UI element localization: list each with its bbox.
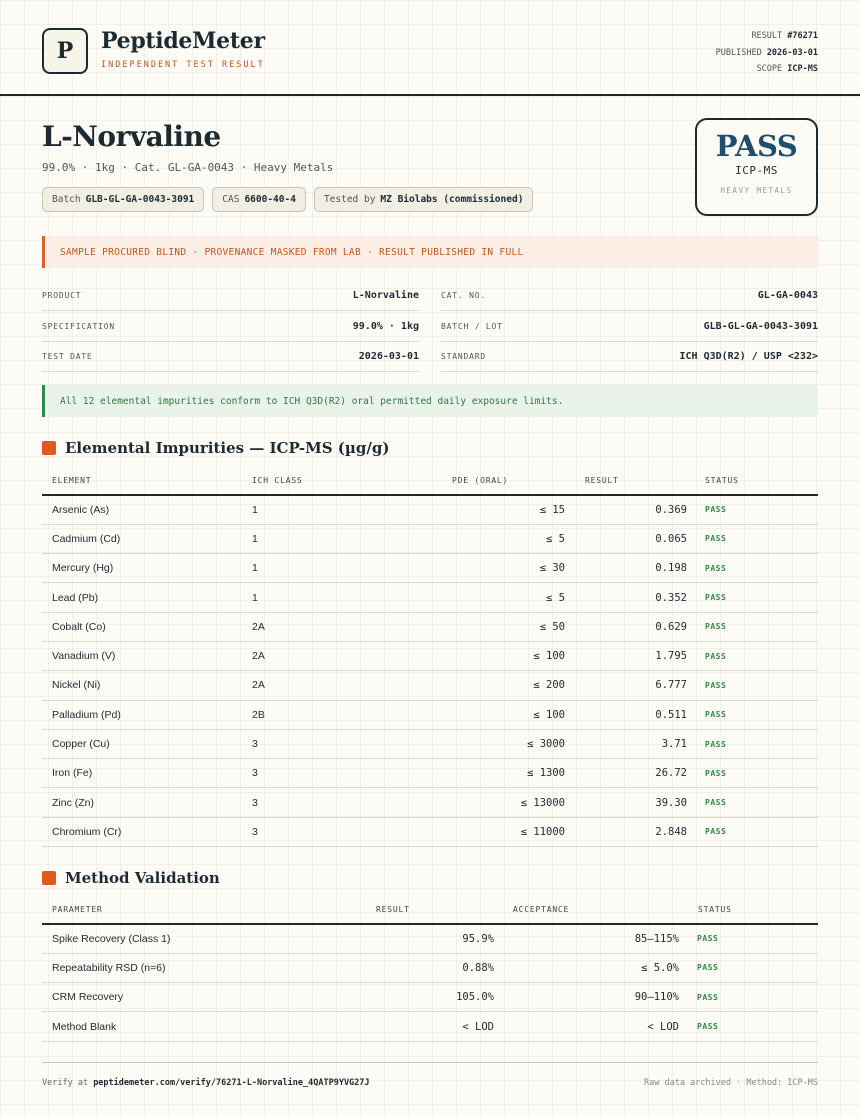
element-cell: Chromium (Cr) [42, 817, 242, 846]
brand-logo: P [42, 28, 88, 74]
product-subtitle: 99.0% · 1kg · Cat. GL-GA-0043 · Heavy Metals [42, 161, 334, 174]
table-row [42, 729, 818, 758]
status-badge: PASS [687, 554, 818, 583]
column-header: STATUS [679, 896, 818, 924]
info-batch-lot [441, 312, 818, 342]
info-label: PRODUCT [42, 291, 82, 300]
product-title: L-Norvaline [42, 120, 221, 153]
pde-cell: ≤ 13000 [402, 788, 565, 817]
cas-chip: CAS 6600-40-4 [212, 187, 306, 212]
info-label: BATCH / LOT [441, 322, 503, 331]
pde-cell: ≤ 11000 [402, 817, 565, 846]
pde-cell: ≤ 100 [402, 700, 565, 729]
status-badge: PASS [687, 788, 818, 817]
ich-class-cell: 1 [242, 524, 402, 553]
status-badge: PASS [687, 612, 818, 641]
table-row [42, 641, 818, 670]
pde-cell: ≤ 5 [402, 524, 565, 553]
column-header: PARAMETER [42, 896, 342, 924]
brand-name: PeptideMeter [101, 28, 265, 54]
ich-class-cell: 3 [242, 788, 402, 817]
result-cell: 6.777 [565, 671, 687, 700]
status-badge: PASS [687, 583, 818, 612]
info-value: 2026-03-01 [358, 351, 419, 362]
pde-cell: ≤ 50 [402, 612, 565, 641]
element-cell: Copper (Cu) [42, 729, 242, 758]
result-cell: 3.71 [565, 729, 687, 758]
parameter-cell: Repeatability RSD (n=6) [42, 953, 342, 982]
result-cell: < LOD [342, 1012, 494, 1041]
status-badge: PASS [679, 1012, 818, 1041]
product-chips [42, 187, 533, 212]
element-cell: Arsenic (As) [42, 495, 242, 524]
report-meta [716, 28, 818, 78]
section-marker-icon [42, 441, 56, 455]
ich-class-cell: 1 [242, 554, 402, 583]
section-marker-icon [42, 871, 56, 885]
info-value: L-Norvaline [352, 290, 419, 301]
parameter-cell: CRM Recovery [42, 983, 342, 1012]
element-cell: Cobalt (Co) [42, 612, 242, 641]
acceptance-cell: 85–115% [494, 924, 679, 953]
table-header-row [42, 896, 818, 924]
ich-class-cell: 1 [242, 495, 402, 524]
element-cell: Iron (Fe) [42, 759, 242, 788]
result-cell: 0.511 [565, 700, 687, 729]
stamp-category: HEAVY METALS [720, 186, 793, 195]
result-cell: 0.065 [565, 524, 687, 553]
result-cell: 95.9% [342, 924, 494, 953]
table-row [42, 700, 818, 729]
table-row [42, 953, 818, 982]
status-badge: PASS [687, 729, 818, 758]
status-badge: PASS [687, 700, 818, 729]
footer-note: Raw data archived · Method: ICP-MS [644, 1078, 818, 1088]
ich-class-cell: 1 [242, 583, 402, 612]
table-row [42, 671, 818, 700]
column-header: ICH CLASS [242, 467, 402, 495]
pde-cell: ≤ 200 [402, 671, 565, 700]
table-row [42, 788, 818, 817]
element-cell: Nickel (Ni) [42, 671, 242, 700]
scope: SCOPE ICP-MS [756, 64, 818, 74]
parameter-cell: Spike Recovery (Class 1) [42, 924, 342, 953]
stamp-verdict: PASS [715, 129, 798, 163]
element-cell: Vanadium (V) [42, 641, 242, 670]
table-row [42, 759, 818, 788]
section-title: Method Validation [65, 869, 220, 887]
result-cell: 1.795 [565, 641, 687, 670]
status-badge: PASS [687, 495, 818, 524]
ich-class-cell: 2B [242, 700, 402, 729]
status-badge: PASS [679, 924, 818, 953]
table-row [42, 495, 818, 524]
verify-prefix: Verify at [42, 1078, 89, 1088]
info-label: STANDARD [441, 352, 486, 361]
table-row [42, 1012, 818, 1041]
pde-cell: ≤ 15 [402, 495, 565, 524]
section-title: Elemental Impurities — ICP-MS (µg/g) [65, 439, 390, 457]
report-footer [42, 1062, 818, 1104]
acceptance-cell: 90–110% [494, 983, 679, 1012]
tested-by-chip: Tested by MZ Biolabs (commissioned) [314, 187, 533, 212]
element-cell: Lead (Pb) [42, 583, 242, 612]
info-standard [441, 342, 818, 372]
stamp-method: ICP-MS [735, 164, 778, 177]
result-cell: 2.848 [565, 817, 687, 846]
info-value: GL-GA-0043 [757, 290, 818, 301]
verify-line [42, 1078, 370, 1088]
ich-class-cell: 2A [242, 612, 402, 641]
table-row [42, 524, 818, 553]
result-cell: 0.352 [565, 583, 687, 612]
acceptance-cell: ≤ 5.0% [494, 953, 679, 982]
table-row [42, 924, 818, 953]
info-label: TEST DATE [42, 352, 93, 361]
info-value: GLB-GL-GA-0043-3091 [703, 321, 818, 332]
validation-table [42, 896, 818, 1042]
report-header [0, 0, 860, 96]
ich-class-cell: 3 [242, 729, 402, 758]
status-badge: PASS [679, 953, 818, 982]
status-badge: PASS [687, 641, 818, 670]
column-header: ACCEPTANCE [494, 896, 679, 924]
result-id: RESULT #76271 [751, 31, 818, 41]
table-header-row [42, 467, 818, 495]
result-cell: 0.198 [565, 554, 687, 583]
status-badge: PASS [687, 759, 818, 788]
column-header: PDE (ORAL) [402, 467, 565, 495]
element-cell: Mercury (Hg) [42, 554, 242, 583]
element-cell: Zinc (Zn) [42, 788, 242, 817]
conformance-banner: All 12 elemental impurities conform to ICH Q3D(R2) oral permitted daily exposure limits. [42, 385, 818, 417]
info-cat-no [441, 281, 818, 311]
status-badge: PASS [687, 817, 818, 846]
pde-cell: ≤ 1300 [402, 759, 565, 788]
validation-section-header [42, 869, 220, 887]
published-date: PUBLISHED 2026-03-01 [715, 47, 818, 58]
pde-cell: ≤ 3000 [402, 729, 565, 758]
table-row [42, 983, 818, 1012]
pass-stamp [695, 118, 818, 216]
impurities-table [42, 467, 818, 847]
element-cell: Palladium (Pd) [42, 700, 242, 729]
acceptance-cell: < LOD [494, 1012, 679, 1041]
info-label: SPECIFICATION [42, 322, 116, 331]
status-badge: PASS [679, 983, 818, 1012]
result-cell: 105.0% [342, 983, 494, 1012]
column-header: ELEMENT [42, 467, 242, 495]
result-cell: 26.72 [565, 759, 687, 788]
impurities-section-header [42, 439, 389, 457]
status-badge: PASS [687, 671, 818, 700]
batch-chip: Batch GLB-GL-GA-0043-3091 [42, 187, 204, 212]
info-label: CAT. NO. [441, 291, 486, 300]
info-value: 99.0% · 1kg [352, 321, 419, 332]
pde-cell: ≤ 5 [402, 583, 565, 612]
ich-class-cell: 2A [242, 671, 402, 700]
info-test-date [42, 342, 419, 372]
pde-cell: ≤ 30 [402, 554, 565, 583]
result-cell: 0.88% [342, 953, 494, 982]
column-header: RESULT [342, 896, 494, 924]
info-value: ICH Q3D(R2) / USP <232> [679, 351, 818, 362]
result-cell: 0.369 [565, 495, 687, 524]
column-header: STATUS [687, 467, 818, 495]
table-row [42, 612, 818, 641]
result-cell: 39.30 [565, 788, 687, 817]
info-specification [42, 312, 419, 342]
procurement-notice: SAMPLE PROCURED BLIND · PROVENANCE MASKED FROM LAB · RESULT PUBLISHED IN FULL [42, 236, 818, 268]
table-row [42, 817, 818, 846]
brand-tagline: INDEPENDENT TEST RESULT [101, 60, 265, 70]
table-row [42, 554, 818, 583]
parameter-cell: Method Blank [42, 1012, 342, 1041]
ich-class-cell: 3 [242, 759, 402, 788]
status-badge: PASS [687, 524, 818, 553]
verify-link[interactable]: peptidemeter.com/verify/76271-L-Norvaline_4QATP9YVG27J [93, 1078, 370, 1088]
table-row [42, 583, 818, 612]
column-header: RESULT [565, 467, 687, 495]
info-product [42, 281, 419, 311]
ich-class-cell: 3 [242, 817, 402, 846]
result-cell: 0.629 [565, 612, 687, 641]
element-cell: Cadmium (Cd) [42, 524, 242, 553]
pde-cell: ≤ 100 [402, 641, 565, 670]
ich-class-cell: 2A [242, 641, 402, 670]
